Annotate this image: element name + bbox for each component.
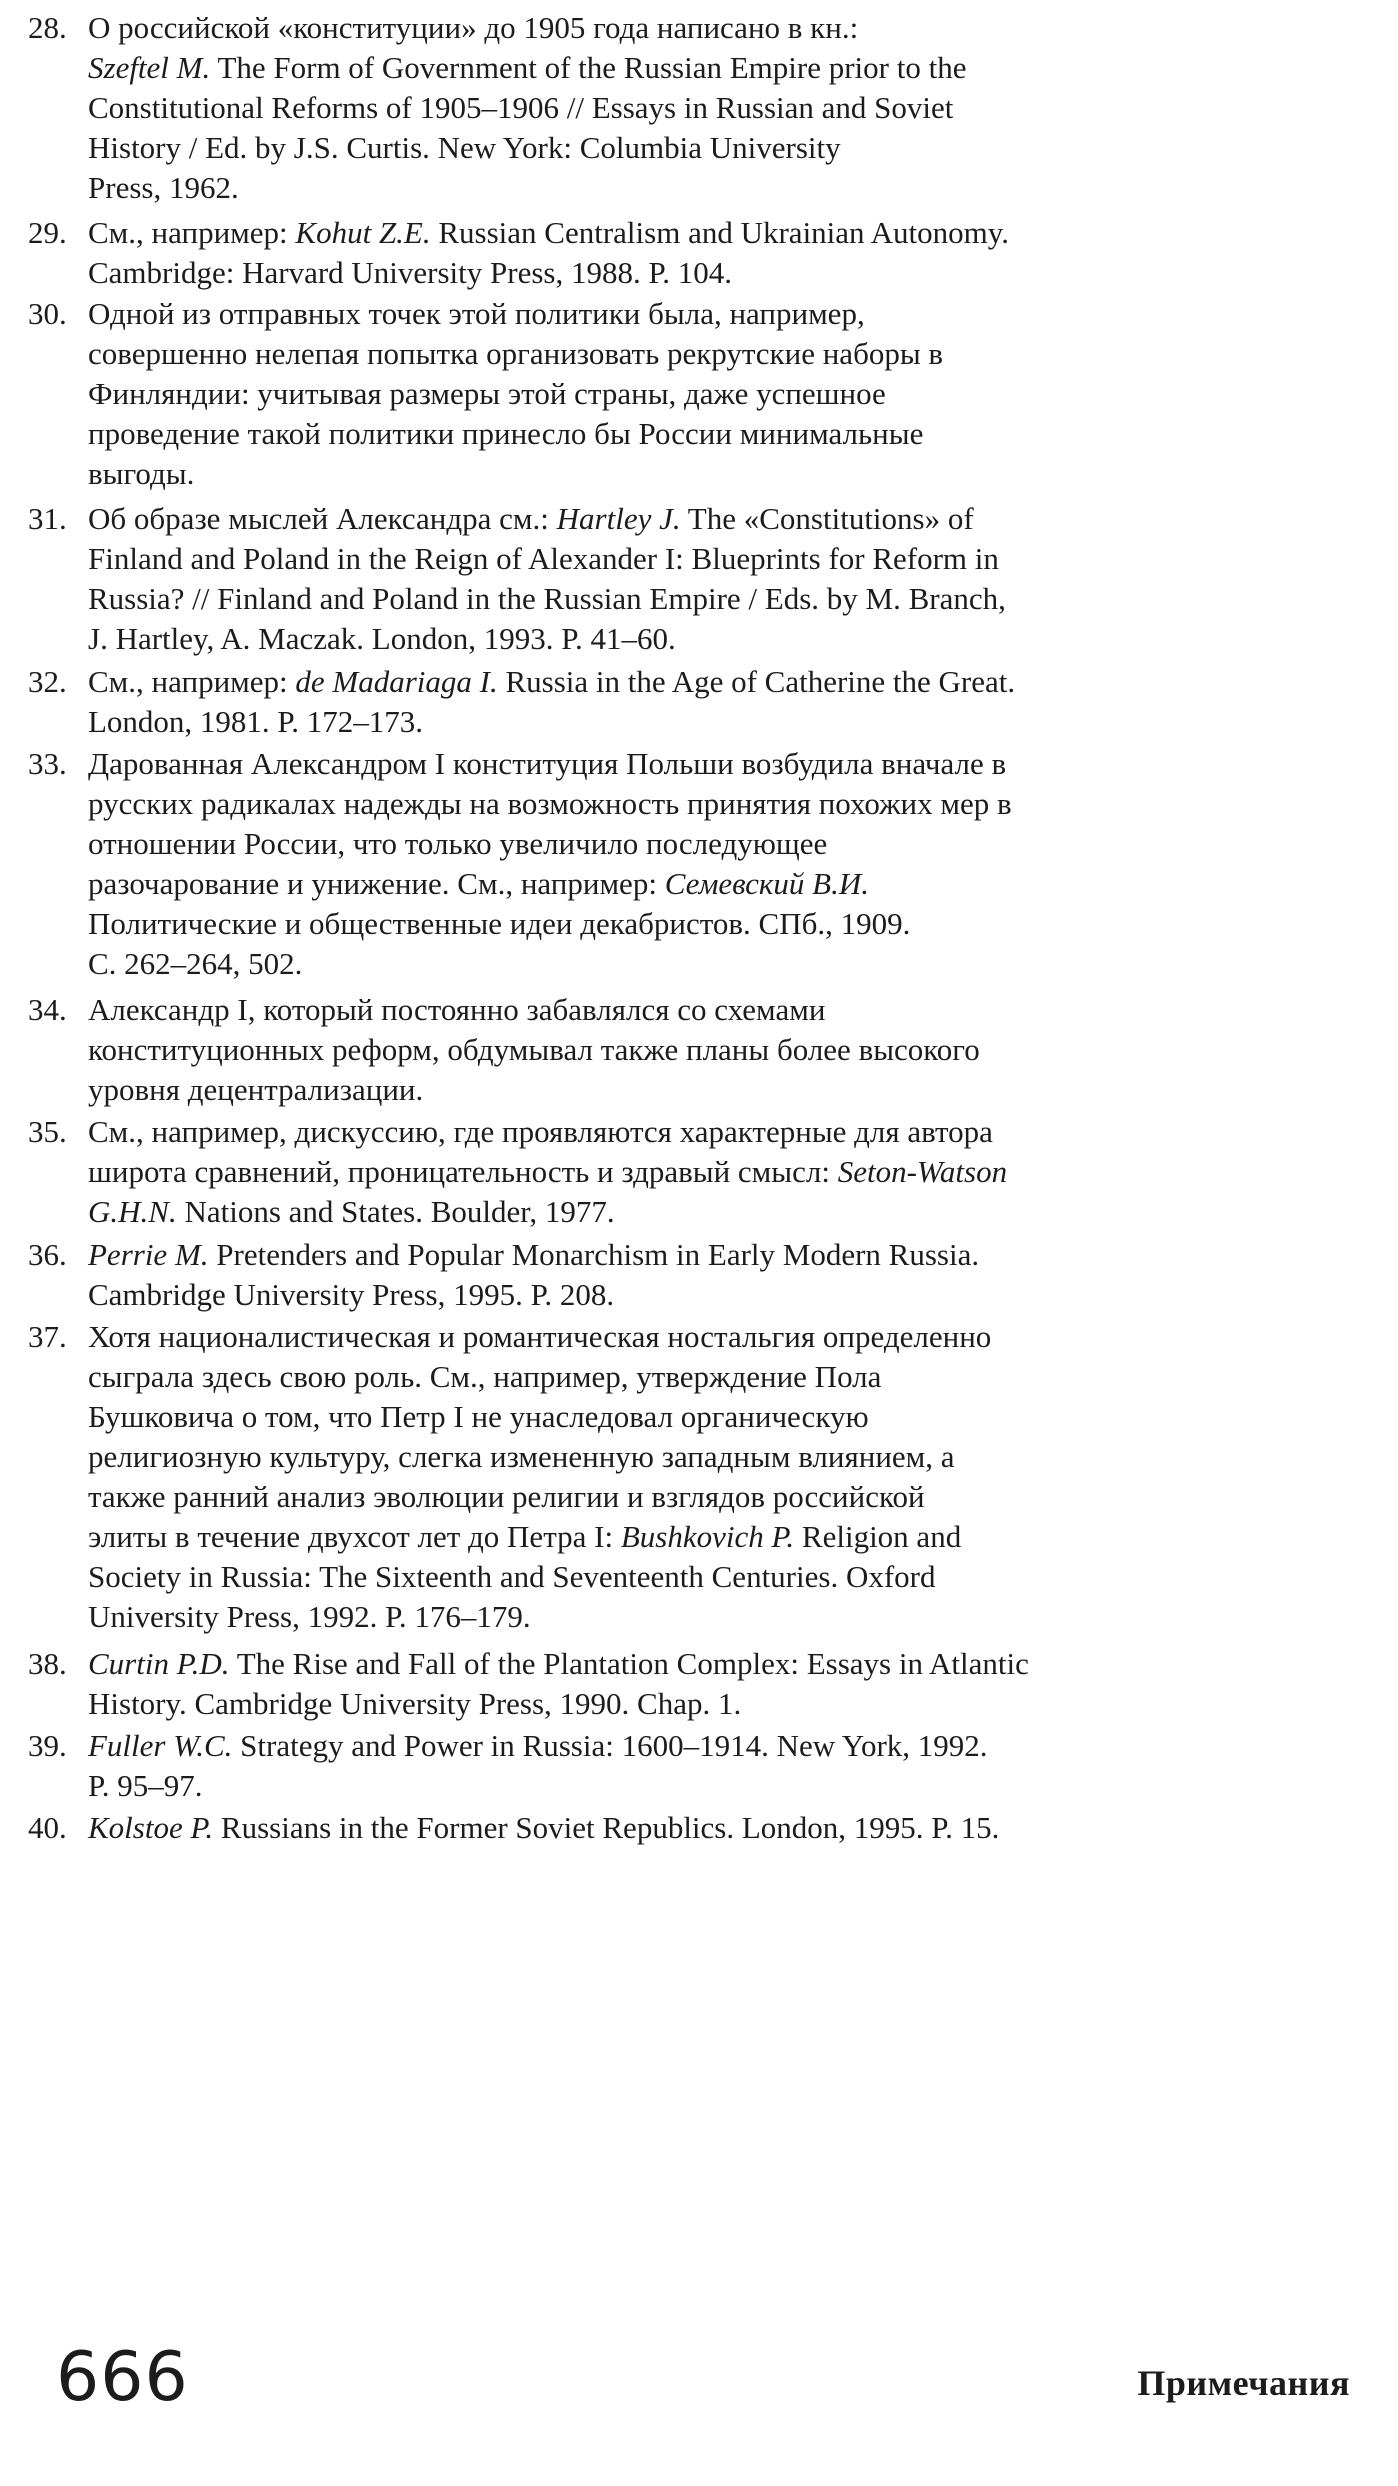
endnote-line xyxy=(88,662,1368,702)
endnote-line xyxy=(88,579,1368,619)
running-footer-title: Примечания xyxy=(1137,2363,1350,2403)
endnote-text: Cambridge: Harvard University Press, 1988. P. 104. xyxy=(88,254,733,290)
endnote-line xyxy=(88,374,1368,414)
cited-author: Curtin P.D. xyxy=(88,1646,230,1681)
endnote-line xyxy=(88,904,1368,944)
endnote-line xyxy=(88,1192,1368,1232)
endnote-item xyxy=(28,744,1368,984)
endnote-item xyxy=(28,1808,1368,1848)
cited-author: de Madariaga I. xyxy=(295,664,498,700)
endnote-text: London, 1981. P. 172–173. xyxy=(88,704,423,740)
cited-author: Fuller W.C. xyxy=(88,1727,233,1763)
endnote-text: Александр I, который постоянно забавлялся со схемами xyxy=(88,991,826,1027)
endnote-item xyxy=(28,499,1368,659)
endnote-text: J. Hartley, A. Maczak. London, 1993. P. 41–60. xyxy=(88,620,676,656)
cited-author: Kolstoe P. xyxy=(88,1809,214,1845)
endnote-line xyxy=(88,944,1368,984)
endnote-text: отношении России, что только увеличило последующее xyxy=(88,826,828,862)
endnote-text: Russia in the Age of Catherine the Great. xyxy=(497,664,1016,700)
endnote-line xyxy=(88,1235,1368,1275)
endnote-text: разочарование и унижение. См., например: xyxy=(88,866,665,902)
endnote-text: С. 262–264, 502. xyxy=(88,946,303,982)
endnote-line xyxy=(88,990,1368,1030)
endnote-text: Religion and xyxy=(794,1518,962,1554)
endnote-line xyxy=(88,294,1368,334)
endnote-text: См., например: xyxy=(88,214,296,250)
endnote-line xyxy=(88,1644,1368,1684)
endnote-text: Press, 1962. xyxy=(88,170,239,205)
endnote-text: широта сравнений, проницательность и здравый смысл: xyxy=(88,1154,838,1190)
endnote-text: History / Ed. by J.S. Curtis. New York: Columbia University xyxy=(88,130,841,165)
endnote-item xyxy=(28,1644,1368,1724)
endnote-text: University Press, 1992. P. 176–179. xyxy=(88,1598,531,1634)
endnote-item xyxy=(28,1317,1368,1637)
cited-author: Bushkovich P. xyxy=(620,1518,795,1554)
endnote-line xyxy=(88,334,1368,374)
endnote-item xyxy=(28,294,1368,494)
endnote-text: уровня децентрализации. xyxy=(88,1071,424,1107)
endnote-line xyxy=(88,1112,1368,1152)
endnote-line xyxy=(88,1275,1368,1315)
endnote-line xyxy=(88,48,1368,88)
endnote-number: 34. xyxy=(28,991,67,1027)
endnote-line xyxy=(88,744,1368,784)
endnote-text: О российской «конституции» до 1905 года написано в кн.: xyxy=(88,10,859,45)
endnote-line xyxy=(88,88,1368,128)
endnote-line xyxy=(88,1557,1368,1597)
endnote-text: Pretenders and Popular Monarchism in Early Modern Russia. xyxy=(208,1237,980,1272)
endnote-line xyxy=(88,1397,1368,1437)
cited-author: Семевский В.И. xyxy=(664,866,869,902)
endnote-text: Finland and Poland in the Reign of Alexander I: Blueprints for Reform in xyxy=(88,540,999,576)
endnote-text: также ранний анализ эволюции религии и взглядов российской xyxy=(88,1478,925,1514)
endnote-text: Одной из отправных точек этой политики была, например, xyxy=(88,296,865,332)
endnote-number: 30. xyxy=(28,296,67,332)
endnote-line xyxy=(88,213,1368,253)
endnote-line xyxy=(88,1597,1368,1637)
cited-author: G.H.N. xyxy=(88,1194,177,1230)
cited-author: Szeftel M. xyxy=(88,50,211,85)
endnote-number: 28. xyxy=(28,10,67,45)
endnote-line xyxy=(88,1437,1368,1477)
endnote-item xyxy=(28,1726,1368,1806)
endnote-line xyxy=(88,1684,1368,1724)
endnote-text: Constitutional Reforms of 1905–1906 // Essays in Russian and Soviet xyxy=(88,90,954,125)
endnote-line xyxy=(88,253,1368,293)
endnote-text: конституционных реформ, обдумывал также планы более высокого xyxy=(88,1031,980,1067)
endnote-line xyxy=(88,8,1368,48)
endnote-line xyxy=(88,128,1368,168)
endnote-number: 31. xyxy=(28,500,67,536)
endnote-text: Strategy and Power in Russia: 1600–1914. New York, 1992. xyxy=(232,1727,988,1763)
endnote-text: Об образе мыслей Александра см.: xyxy=(88,500,557,536)
endnote-text: См., например, дискуссию, где проявляются характерные для автора xyxy=(88,1114,993,1150)
endnote-line xyxy=(88,454,1368,494)
endnote-text: The Rise and Fall of the Plantation Complex: Essays in Atlantic xyxy=(229,1646,1029,1681)
endnote-text: History. Cambridge University Press, 1990. Chap. 1. xyxy=(88,1686,742,1721)
endnote-text: Дарованная Александром I конституция Польши возбудила вначале в xyxy=(88,746,1007,782)
endnote-text: См., например: xyxy=(88,664,296,700)
endnote-line xyxy=(88,864,1368,904)
endnote-number: 33. xyxy=(28,746,67,782)
endnote-text: Nations and States. Boulder, 1977. xyxy=(176,1194,615,1230)
endnote-number: 35. xyxy=(28,1114,67,1150)
endnote-line xyxy=(88,499,1368,539)
endnote-line xyxy=(88,1766,1368,1806)
cited-author: Hartley J. xyxy=(556,500,681,536)
endnote-line xyxy=(88,784,1368,824)
endnote-text: совершенно нелепая попытка организовать рекрутские наборы в xyxy=(88,336,944,372)
endnote-line xyxy=(88,414,1368,454)
endnote-number: 39. xyxy=(28,1727,67,1763)
endnote-text: Society in Russia: The Sixteenth and Seventeenth Centuries. Oxford xyxy=(88,1558,936,1594)
endnote-line xyxy=(88,824,1368,864)
endnote-line xyxy=(88,168,1368,208)
endnote-text: Бушковича о том, что Петр I не унаследовал органическую xyxy=(88,1398,869,1434)
endnote-text: P. 95–97. xyxy=(88,1767,203,1803)
endnote-text: Russia? // Finland and Poland in the Russian Empire / Eds. by M. Branch, xyxy=(88,580,1006,616)
endnote-text: религиозную культуру, слегка измененную западным влиянием, а xyxy=(88,1438,955,1474)
endnote-item xyxy=(28,1235,1368,1315)
endnote-text: Хотя националистическая и романтическая ностальгия определенно xyxy=(88,1318,992,1354)
endnote-line xyxy=(88,1070,1368,1110)
endnote-item xyxy=(28,213,1368,293)
endnote-text: проведение такой политики принесло бы России минимальные xyxy=(88,416,924,452)
endnote-line xyxy=(88,1152,1368,1192)
endnote-item xyxy=(28,990,1368,1110)
endnote-text: русских радикалах надежды на возможность принятия похожих мер в xyxy=(88,786,1012,822)
endnote-text: Cambridge University Press, 1995. P. 208. xyxy=(88,1277,615,1312)
endnote-line xyxy=(88,1477,1368,1517)
endnote-number: 40. xyxy=(28,1809,67,1845)
cited-author: Seton-Watson xyxy=(837,1154,1008,1190)
endnote-text: The «Constitutions» of xyxy=(680,500,974,536)
page-number: 666 xyxy=(56,2338,189,2417)
endnote-line xyxy=(88,1317,1368,1357)
endnote-number: 36. xyxy=(28,1237,67,1272)
cited-author: Perrie M. xyxy=(88,1237,209,1272)
endnote-line xyxy=(88,1808,1368,1848)
endnote-line xyxy=(88,1517,1368,1557)
endnote-text: Russian Centralism and Ukrainian Autonomy. xyxy=(430,214,1009,250)
endnote-line xyxy=(88,539,1368,579)
endnote-text: The Form of Government of the Russian Empire prior to the xyxy=(210,50,967,85)
endnote-item xyxy=(28,8,1368,208)
endnote-number: 38. xyxy=(28,1646,67,1681)
endnote-item xyxy=(28,1112,1368,1232)
endnote-line xyxy=(88,619,1368,659)
endnote-text: Russians in the Former Soviet Republics. London, 1995. P. 15. xyxy=(213,1809,1000,1845)
endnote-number: 37. xyxy=(28,1318,67,1354)
endnote-item xyxy=(28,662,1368,742)
endnote-text: Политические и общественные идеи декабристов. СПб., 1909. xyxy=(88,906,911,942)
cited-author: Kohut Z.E. xyxy=(295,214,431,250)
endnote-text: элиты в течение двухсот лет до Петра I: xyxy=(88,1518,621,1554)
endnote-text: Финляндии: учитывая размеры этой страны, даже успешное xyxy=(88,376,886,412)
endnote-number: 29. xyxy=(28,214,67,250)
endnote-line xyxy=(88,1030,1368,1070)
endnote-text: выгоды. xyxy=(88,456,195,492)
endnote-line xyxy=(88,1357,1368,1397)
endnote-text: сыграла здесь свою роль. См., например, утверждение Пола xyxy=(88,1358,882,1394)
endnote-line xyxy=(88,702,1368,742)
endnote-line xyxy=(88,1726,1368,1766)
endnote-number: 32. xyxy=(28,664,67,700)
